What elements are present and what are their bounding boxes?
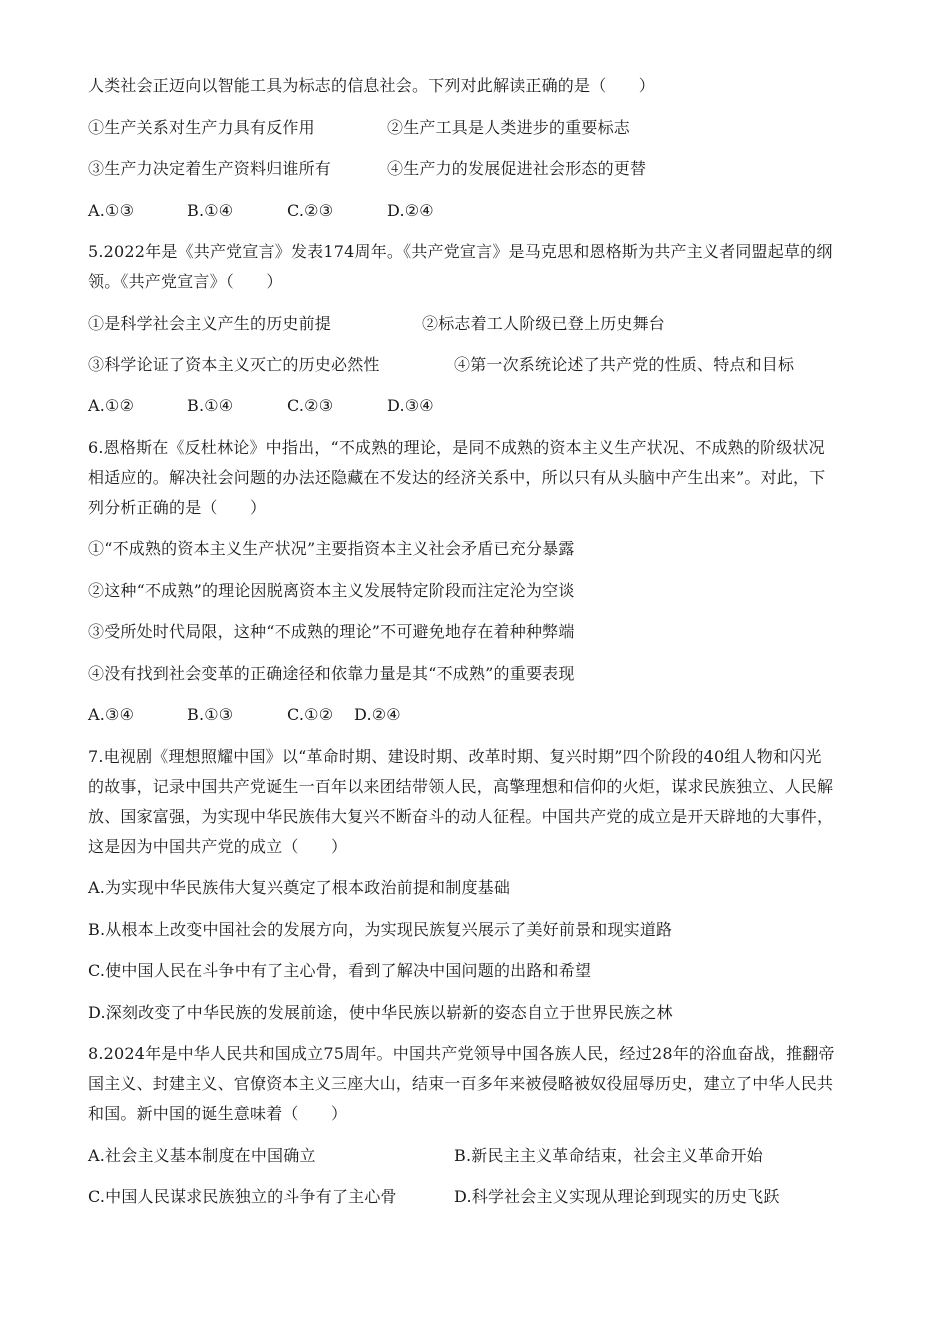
q4-option-d[interactable]: D.②④ (387, 201, 434, 220)
q5-option-a[interactable]: A.①② (88, 396, 135, 415)
q5-option-b[interactable]: B.①④ (187, 396, 234, 415)
q6-statement-2: ②这种“不成熟”的理论因脱离资本主义发展特定阶段而注定沦为空谈 (88, 581, 575, 600)
q4-stem: 人类社会正迈向以智能工具为标志的信息社会。下列对此解读正确的是（ ） (88, 76, 656, 95)
q6-option-a[interactable]: A.③④ (88, 705, 135, 724)
q4-statement-2: ②生产工具是人类进步的重要标志 (387, 118, 631, 137)
q4-option-a[interactable]: A.①③ (88, 201, 135, 220)
q6-statement-1: ①“不成熟的资本主义生产状况”主要指资本主义社会矛盾已充分暴露 (88, 539, 575, 558)
q6-option-c[interactable]: C.①② (287, 705, 334, 724)
q8-stem-line-1: 8.2024年是中华人民共和国成立75周年。中国共产党领导中国各族人民，经过28年的浴血奋战，推翻帝 (88, 1044, 835, 1063)
q8-option-a[interactable]: A.社会主义基本制度在中国确立 (88, 1146, 316, 1165)
q4-statement-4: ④生产力的发展促进社会形态的更替 (387, 159, 647, 178)
q5-stem-line-1: 5.2022年是《共产党宣言》发表174周年。《共产党宣言》是马克思和恩格斯为共产主义者同盟起草的纲 (88, 242, 833, 261)
q8-stem-line-3: 和国。新中国的诞生意味着（ ） (88, 1104, 348, 1123)
q5-option-d[interactable]: D.③④ (387, 396, 434, 415)
q8-stem-line-2: 国主义、封建主义、官僚资本主义三座大山，结束一百多年来被侵略被奴役屈辱历史，建立了中华人民共 (88, 1074, 834, 1093)
q6-statement-4: ④没有找到社会变革的正确途径和依靠力量是其“不成熟”的重要表现 (88, 664, 575, 683)
q5-statement-1: ①是科学社会主义产生的历史前提 (88, 314, 332, 333)
q4-option-c[interactable]: C.②③ (287, 201, 334, 220)
q7-stem-line-4: 这是因为中国共产党的成立（ ） (88, 837, 348, 856)
q7-option-d[interactable]: D.深刻改变了中华民族的发展前途，使中华民族以崭新的姿态自立于世界民族之林 (88, 1003, 673, 1022)
q5-statement-4: ④第一次系统论述了共产党的性质、特点和目标 (454, 355, 795, 374)
q4-statement-1: ①生产关系对生产力具有反作用 (88, 118, 315, 137)
q7-stem-line-3: 放、国家富强，为实现中华民族伟大复兴不断奋斗的动人征程。中国共产党的成立是开天辟地的大事件， (88, 807, 834, 826)
q8-option-b[interactable]: B.新民主主义革命结束，社会主义革命开始 (454, 1146, 763, 1165)
q5-stem-line-2: 领。《共产党宣言》（ ） (88, 272, 283, 291)
q8-option-c[interactable]: C.中国人民谋求民族独立的斗争有了主心骨 (88, 1187, 397, 1206)
q5-statement-3: ③科学论证了资本主义灭亡的历史必然性 (88, 355, 380, 374)
q8-option-d[interactable]: D.科学社会主义实现从理论到现实的历史飞跃 (454, 1187, 780, 1206)
q7-stem-line-2: 的故事，记录中国共产党诞生一百年以来团结带领人民，高擎理想和信仰的火炬，谋求民族独立、人民解 (88, 777, 834, 796)
q6-stem-line-1: 6.恩格斯在《反杜林论》中指出，“不成熟的理论，是同不成熟的资本主义生产状况、不成熟的阶级状况 (88, 438, 825, 457)
q4-option-b[interactable]: B.①④ (187, 201, 234, 220)
q6-stem-line-3: 列分析正确的是（ ） (88, 498, 267, 517)
q5-statement-2: ②标志着工人阶级已登上历史舞台 (422, 314, 666, 333)
q7-option-c[interactable]: C.使中国人民在斗争中有了主心骨，看到了解决中国问题的出路和希望 (88, 961, 592, 980)
q7-option-b[interactable]: B.从根本上改变中国社会的发展方向，为实现民族复兴展示了美好前景和现实道路 (88, 920, 673, 939)
q6-statement-3: ③受所处时代局限，这种“不成熟的理论”不可避免地存在着种种弊端 (88, 622, 575, 641)
q7-stem-line-1: 7.电视剧《理想照耀中国》以“革命时期、建设时期、改革时期、复兴时期”四个阶段的40组人物和闪光 (88, 747, 822, 766)
q4-statement-3: ③生产力决定着生产资料归谁所有 (88, 159, 332, 178)
q6-option-b[interactable]: B.①③ (187, 705, 234, 724)
q5-option-c[interactable]: C.②③ (287, 396, 334, 415)
q6-option-d[interactable]: D.②④ (354, 705, 401, 724)
q6-stem-line-2: 相适应的。解决社会问题的办法还隐藏在不发达的经济关系中，所以只有从头脑中产生出来”。对此，下 (88, 468, 826, 487)
q7-option-a[interactable]: A.为实现中华民族伟大复兴奠定了根本政治前提和制度基础 (88, 878, 511, 897)
